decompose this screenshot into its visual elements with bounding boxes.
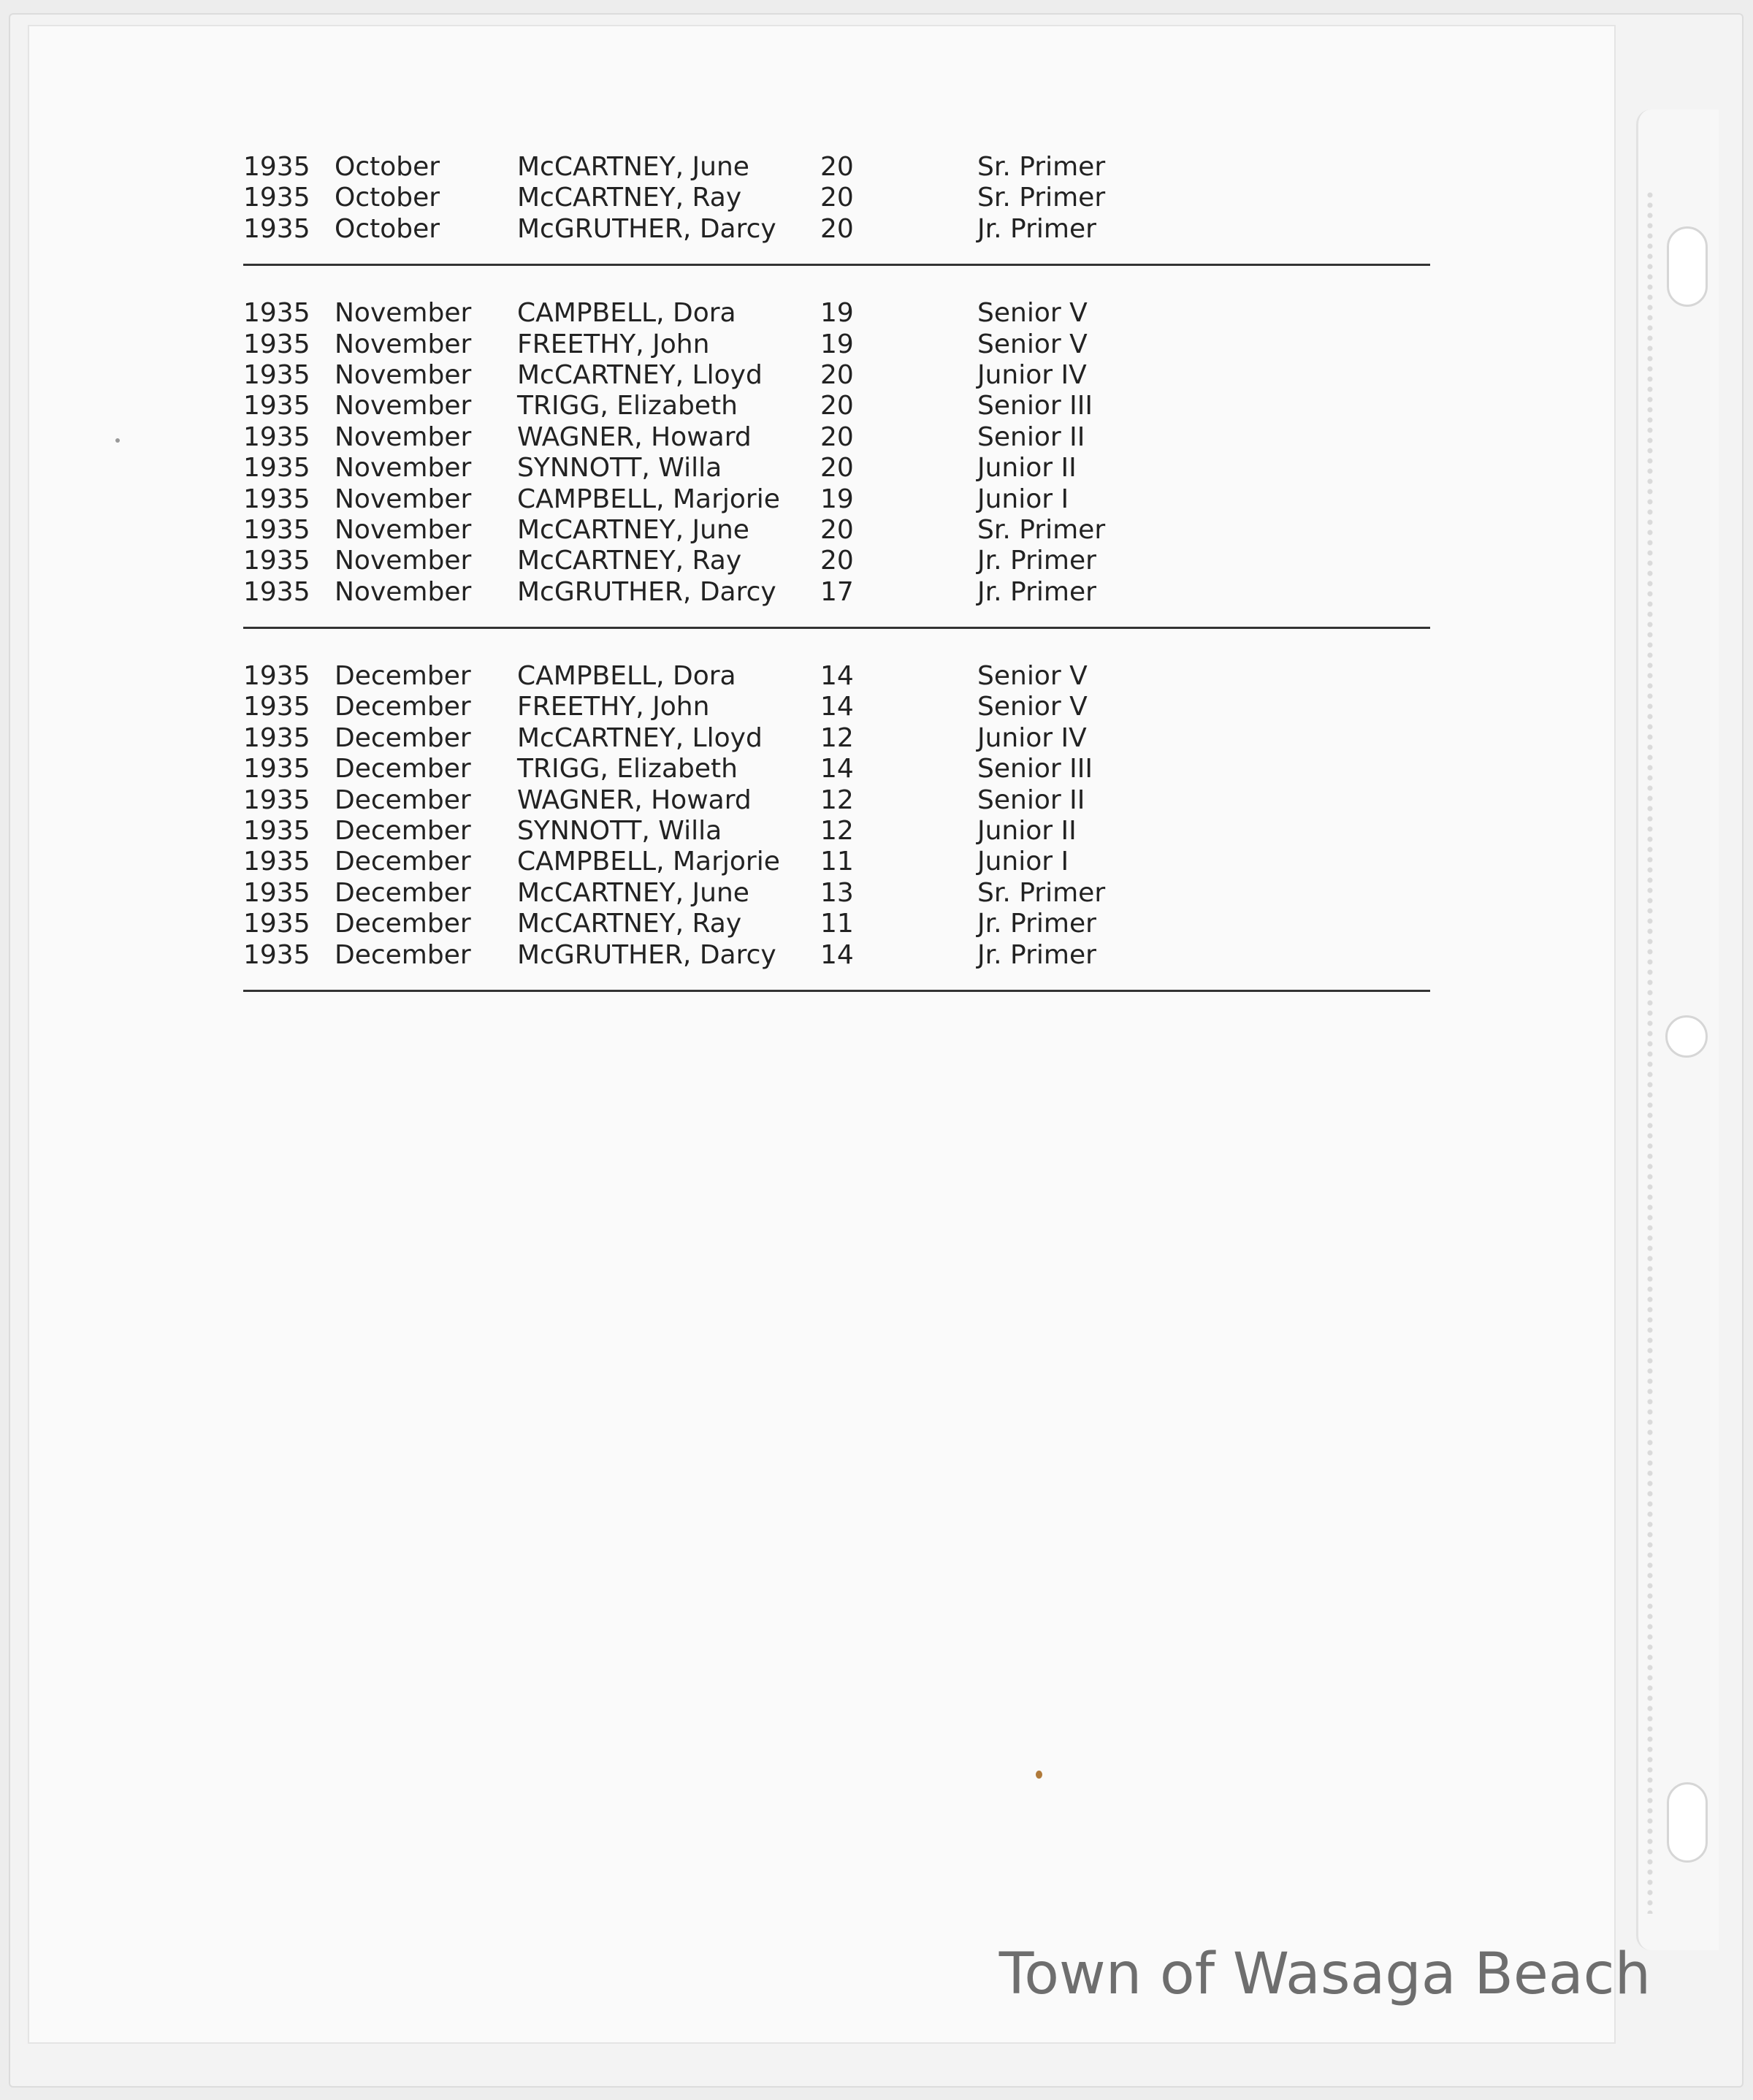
student-name: McCARTNEY, June — [517, 152, 749, 182]
record-count: 20 — [820, 183, 854, 213]
record-month: November — [335, 576, 472, 607]
record-month: November — [335, 421, 472, 452]
record-year: 1935 — [243, 152, 310, 182]
student-grade: Jr. Primer — [977, 576, 1096, 607]
record-year: 1935 — [243, 909, 310, 939]
record-count: 20 — [820, 391, 854, 421]
record-month: November — [335, 298, 472, 329]
student-name: McCARTNEY, Ray — [517, 909, 742, 939]
binder-hole-bottom — [1667, 1782, 1708, 1863]
record-month: December — [335, 816, 471, 847]
record-month: October — [335, 213, 440, 244]
record-row — [243, 152, 1430, 183]
student-grade: Jr. Primer — [977, 939, 1096, 970]
section-divider — [243, 627, 1430, 629]
record-month: November — [335, 453, 472, 484]
record-year: 1935 — [243, 576, 310, 607]
record-row — [243, 183, 1430, 213]
record-month: December — [335, 692, 471, 722]
student-grade: Sr. Primer — [977, 514, 1106, 545]
record-month: October — [335, 183, 440, 213]
record-count: 12 — [820, 784, 854, 815]
record-count: 14 — [820, 692, 854, 722]
record-count: 20 — [820, 152, 854, 182]
student-grade: Junior II — [977, 453, 1077, 484]
record-group — [243, 661, 1430, 971]
record-month: November — [335, 484, 472, 514]
record-count: 19 — [820, 298, 854, 329]
binder-perforation — [1645, 190, 1655, 1914]
record-month: November — [335, 514, 472, 545]
record-month: December — [335, 754, 471, 784]
student-grade: Jr. Primer — [977, 909, 1096, 939]
record-row — [243, 422, 1430, 453]
student-name: CAMPBELL, Marjorie — [517, 847, 780, 877]
record-group — [243, 298, 1430, 608]
student-grade: Senior V — [977, 298, 1088, 329]
record-month: December — [335, 661, 471, 692]
record-month: November — [335, 546, 472, 576]
student-name: McCARTNEY, Ray — [517, 546, 742, 576]
student-grade: Sr. Primer — [977, 183, 1106, 213]
student-name: TRIGG, Elizabeth — [517, 391, 738, 421]
record-row — [243, 661, 1430, 692]
paper-speck — [1036, 1771, 1042, 1779]
record-month: November — [335, 391, 472, 421]
student-name: McCARTNEY, June — [517, 877, 749, 908]
record-year: 1935 — [243, 453, 310, 484]
student-grade: Senior V — [977, 661, 1088, 692]
record-row — [243, 940, 1430, 971]
record-month: November — [335, 329, 472, 359]
student-name: WAGNER, Howard — [517, 421, 752, 452]
student-name: McGRUTHER, Darcy — [517, 576, 776, 607]
record-row — [243, 847, 1430, 877]
record-row — [243, 878, 1430, 909]
record-row — [243, 692, 1430, 722]
record-row — [243, 484, 1430, 515]
record-row — [243, 909, 1430, 939]
record-year: 1935 — [243, 484, 310, 514]
student-name: WAGNER, Howard — [517, 784, 752, 815]
record-count: 14 — [820, 939, 854, 970]
record-row — [243, 214, 1430, 245]
record-count: 11 — [820, 847, 854, 877]
record-year: 1935 — [243, 329, 310, 359]
student-grade: Junior II — [977, 816, 1077, 847]
student-grade: Senior V — [977, 692, 1088, 722]
record-year: 1935 — [243, 847, 310, 877]
record-year: 1935 — [243, 546, 310, 576]
record-year: 1935 — [243, 661, 310, 692]
student-grade: Senior II — [977, 421, 1085, 452]
student-name: CAMPBELL, Dora — [517, 661, 736, 692]
record-year: 1935 — [243, 754, 310, 784]
record-month: December — [335, 784, 471, 815]
record-year: 1935 — [243, 722, 310, 753]
student-name: McCARTNEY, Lloyd — [517, 722, 763, 753]
student-name: McGRUTHER, Darcy — [517, 213, 776, 244]
record-month: October — [335, 152, 440, 182]
record-month: December — [335, 722, 471, 753]
record-year: 1935 — [243, 183, 310, 213]
record-row — [243, 360, 1430, 391]
student-name: McCARTNEY, Lloyd — [517, 359, 763, 390]
section-divider — [243, 264, 1430, 266]
record-group — [243, 152, 1430, 245]
student-name: TRIGG, Elizabeth — [517, 754, 738, 784]
record-count: 14 — [820, 754, 854, 784]
student-name: CAMPBELL, Marjorie — [517, 484, 780, 514]
record-row — [243, 723, 1430, 754]
student-name: FREETHY, John — [517, 692, 710, 722]
student-grade: Sr. Primer — [977, 877, 1106, 908]
record-year: 1935 — [243, 514, 310, 545]
student-grade: Junior IV — [977, 722, 1087, 753]
record-year: 1935 — [243, 816, 310, 847]
record-row — [243, 577, 1430, 608]
student-grade: Senior III — [977, 754, 1093, 784]
document-page — [29, 26, 1614, 2042]
student-grade: Junior I — [977, 847, 1069, 877]
record-year: 1935 — [243, 421, 310, 452]
record-month: December — [335, 939, 471, 970]
binder-hole-top — [1667, 226, 1708, 307]
paper-speck — [115, 438, 120, 443]
student-name: FREETHY, John — [517, 329, 710, 359]
record-count: 12 — [820, 722, 854, 753]
record-count: 13 — [820, 877, 854, 908]
student-grade: Jr. Primer — [977, 213, 1096, 244]
record-row — [243, 546, 1430, 576]
record-count: 12 — [820, 816, 854, 847]
student-grade: Sr. Primer — [977, 152, 1106, 182]
record-month: December — [335, 909, 471, 939]
record-row — [243, 329, 1430, 360]
record-year: 1935 — [243, 692, 310, 722]
student-name: SYNNOTT, Willa — [517, 816, 722, 847]
record-count: 11 — [820, 909, 854, 939]
record-row — [243, 816, 1430, 847]
record-count: 19 — [820, 329, 854, 359]
record-count: 17 — [820, 576, 854, 607]
section-divider — [243, 990, 1430, 992]
binder-hole-middle — [1665, 1015, 1708, 1058]
record-year: 1935 — [243, 784, 310, 815]
record-month: December — [335, 877, 471, 908]
student-grade: Senior III — [977, 391, 1093, 421]
student-grade: Senior V — [977, 329, 1088, 359]
student-name: McCARTNEY, Ray — [517, 183, 742, 213]
student-name: McGRUTHER, Darcy — [517, 939, 776, 970]
student-name: SYNNOTT, Willa — [517, 453, 722, 484]
record-year: 1935 — [243, 877, 310, 908]
record-count: 20 — [820, 359, 854, 390]
student-grade: Jr. Primer — [977, 546, 1096, 576]
student-grade: Junior IV — [977, 359, 1087, 390]
record-row — [243, 515, 1430, 546]
record-row — [243, 391, 1430, 421]
record-year: 1935 — [243, 359, 310, 390]
record-row — [243, 298, 1430, 329]
record-count: 20 — [820, 213, 854, 244]
record-row — [243, 754, 1430, 784]
record-year: 1935 — [243, 391, 310, 421]
student-grade: Junior I — [977, 484, 1069, 514]
record-year: 1935 — [243, 213, 310, 244]
record-year: 1935 — [243, 939, 310, 970]
record-count: 14 — [820, 661, 854, 692]
attendance-records — [243, 152, 1430, 1024]
record-row — [243, 785, 1430, 816]
record-count: 20 — [820, 421, 854, 452]
record-count: 20 — [820, 546, 854, 576]
record-count: 20 — [820, 453, 854, 484]
record-year: 1935 — [243, 298, 310, 329]
record-count: 19 — [820, 484, 854, 514]
record-month: November — [335, 359, 472, 390]
record-month: December — [335, 847, 471, 877]
student-name: McCARTNEY, June — [517, 514, 749, 545]
watermark-text: Town of Wasaga Beach — [998, 1941, 1651, 2007]
student-grade: Senior II — [977, 784, 1085, 815]
record-count: 20 — [820, 514, 854, 545]
student-name: CAMPBELL, Dora — [517, 298, 736, 329]
record-row — [243, 453, 1430, 484]
